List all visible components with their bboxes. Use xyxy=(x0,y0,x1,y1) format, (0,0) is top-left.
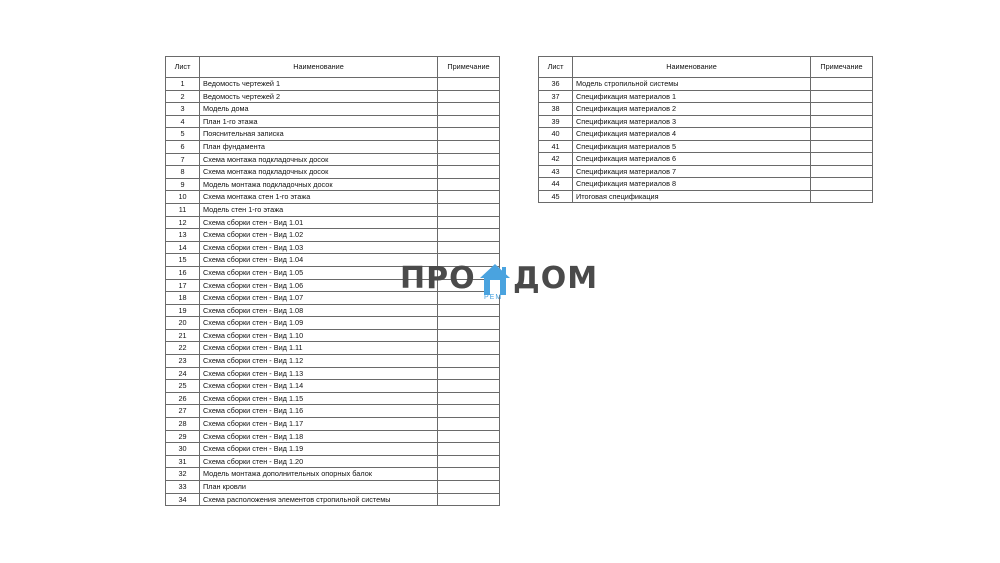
sheet-number-cell: 12 xyxy=(166,216,200,229)
sheet-note-cell xyxy=(438,229,500,242)
sheet-note-cell xyxy=(438,443,500,456)
sheet-name-cell: Модель монтажа дополнительных опорных балок xyxy=(200,468,438,481)
table-row xyxy=(166,317,500,330)
header-sheet: Лист xyxy=(166,57,200,78)
sheet-number-cell: 39 xyxy=(539,115,573,128)
sheet-number-cell: 21 xyxy=(166,329,200,342)
table-row xyxy=(539,115,873,128)
sheet-name-cell: Схема сборки стен - Вид 1.11 xyxy=(200,342,438,355)
header-sheet: Лист xyxy=(539,57,573,78)
sheet-name-cell: Итоговая спецификация xyxy=(573,190,811,203)
sheet-number-cell: 2 xyxy=(166,90,200,103)
sheet-name-cell: Спецификация материалов 5 xyxy=(573,140,811,153)
sheet-name-cell: Схема сборки стен - Вид 1.15 xyxy=(200,392,438,405)
table-row xyxy=(166,241,500,254)
sheet-note-cell xyxy=(438,493,500,506)
sheet-number-cell: 4 xyxy=(166,115,200,128)
sheet-note-cell xyxy=(811,190,873,203)
sheet-note-cell xyxy=(438,140,500,153)
sheet-number-cell: 17 xyxy=(166,279,200,292)
sheet-name-cell: Схема сборки стен - Вид 1.13 xyxy=(200,367,438,380)
sheet-number-cell: 18 xyxy=(166,292,200,305)
sheet-name-cell: План кровли xyxy=(200,481,438,494)
table-row xyxy=(166,178,500,191)
sheet-name-cell: Схема монтажа стен 1-го этажа xyxy=(200,191,438,204)
watermark-logo xyxy=(400,262,600,308)
sheet-name-cell: Схема сборки стен - Вид 1.12 xyxy=(200,355,438,368)
sheet-note-cell xyxy=(811,178,873,191)
sheet-note-cell xyxy=(438,178,500,191)
sheet-note-cell xyxy=(438,392,500,405)
sheet-number-cell: 16 xyxy=(166,266,200,279)
sheet-number-cell: 32 xyxy=(166,468,200,481)
sheet-name-cell: Схема сборки стен - Вид 1.09 xyxy=(200,317,438,330)
sheet-number-cell: 37 xyxy=(539,90,573,103)
sheet-name-cell: Схема сборки стен - Вид 1.06 xyxy=(200,279,438,292)
table-header-row xyxy=(539,57,873,78)
sheet-name-cell: Схема сборки стен - Вид 1.05 xyxy=(200,266,438,279)
sheet-number-cell: 25 xyxy=(166,380,200,393)
sheet-note-cell xyxy=(438,367,500,380)
sheet-note-cell xyxy=(811,153,873,166)
table-row xyxy=(539,90,873,103)
sheet-number-cell: 23 xyxy=(166,355,200,368)
sheet-name-cell: Спецификация материалов 3 xyxy=(573,115,811,128)
sheet-name-cell: Схема сборки стен - Вид 1.08 xyxy=(200,304,438,317)
table-row xyxy=(166,468,500,481)
sheet-name-cell: Схема сборки стен - Вид 1.18 xyxy=(200,430,438,443)
sheet-note-cell xyxy=(811,103,873,116)
table-row xyxy=(166,443,500,456)
drawing-list-table-right xyxy=(538,56,873,203)
sheet-number-cell: 26 xyxy=(166,392,200,405)
sheet-name-cell: Схема сборки стен - Вид 1.03 xyxy=(200,241,438,254)
sheet-note-cell xyxy=(438,418,500,431)
sheet-note-cell xyxy=(811,90,873,103)
table-row xyxy=(166,493,500,506)
sheet-name-cell: Схема сборки стен - Вид 1.07 xyxy=(200,292,438,305)
table-row xyxy=(166,103,500,116)
sheet-name-cell: Спецификация материалов 7 xyxy=(573,165,811,178)
sheet-number-cell: 38 xyxy=(539,103,573,116)
sheet-note-cell xyxy=(438,329,500,342)
logo-subtext: РЕМ xyxy=(484,294,503,301)
sheet-note-cell xyxy=(438,166,500,179)
sheet-note-cell xyxy=(438,455,500,468)
sheet-number-cell: 44 xyxy=(539,178,573,191)
sheet-name-cell: Схема сборки стен - Вид 1.02 xyxy=(200,229,438,242)
sheet-note-cell xyxy=(811,165,873,178)
sheet-number-cell: 24 xyxy=(166,367,200,380)
sheet-number-cell: 20 xyxy=(166,317,200,330)
sheet-number-cell: 28 xyxy=(166,418,200,431)
table-row xyxy=(539,190,873,203)
sheet-note-cell xyxy=(438,241,500,254)
table-row xyxy=(166,229,500,242)
sheet-number-cell: 3 xyxy=(166,103,200,116)
sheet-note-cell xyxy=(811,115,873,128)
sheet-note-cell xyxy=(438,103,500,116)
sheet-name-cell: Спецификация материалов 4 xyxy=(573,128,811,141)
table-row xyxy=(166,355,500,368)
table-body xyxy=(539,78,873,203)
sheet-note-cell xyxy=(438,342,500,355)
sheet-name-cell: Модель дома xyxy=(200,103,438,116)
table-row xyxy=(539,153,873,166)
sheet-note-cell xyxy=(438,115,500,128)
table-row xyxy=(166,90,500,103)
table-row xyxy=(166,166,500,179)
sheet-note-cell xyxy=(438,153,500,166)
table-row xyxy=(539,140,873,153)
sheet-number-cell: 11 xyxy=(166,203,200,216)
sheet-name-cell: Модель стропильной системы xyxy=(573,78,811,91)
sheet-number-cell: 34 xyxy=(166,493,200,506)
table-row xyxy=(166,78,500,91)
sheet-note-cell xyxy=(438,216,500,229)
sheet-note-cell xyxy=(438,481,500,494)
sheet-note-cell xyxy=(438,405,500,418)
sheet-number-cell: 1 xyxy=(166,78,200,91)
sheet-note-cell xyxy=(438,128,500,141)
table-row xyxy=(539,128,873,141)
sheet-note-cell xyxy=(438,317,500,330)
sheet-name-cell: Схема сборки стен - Вид 1.17 xyxy=(200,418,438,431)
sheet-number-cell: 36 xyxy=(539,78,573,91)
sheet-name-cell: Схема сборки стен - Вид 1.19 xyxy=(200,443,438,456)
table-row xyxy=(166,140,500,153)
table-row xyxy=(166,203,500,216)
logo-text-right: ДОМ xyxy=(513,261,599,296)
sheet-note-cell xyxy=(438,191,500,204)
table-row xyxy=(539,103,873,116)
sheet-name-cell: Спецификация материалов 8 xyxy=(573,178,811,191)
sheet-number-cell: 43 xyxy=(539,165,573,178)
sheet-number-cell: 13 xyxy=(166,229,200,242)
sheet-note-cell xyxy=(438,468,500,481)
sheet-name-cell: Схема сборки стен - Вид 1.04 xyxy=(200,254,438,267)
table-row xyxy=(539,78,873,91)
table-row xyxy=(166,380,500,393)
sheet-note-cell xyxy=(811,128,873,141)
header-name: Наименование xyxy=(573,57,811,78)
sheet-number-cell: 31 xyxy=(166,455,200,468)
sheet-note-cell xyxy=(811,78,873,91)
sheet-number-cell: 42 xyxy=(539,153,573,166)
sheet-number-cell: 30 xyxy=(166,443,200,456)
header-note: Примечание xyxy=(811,57,873,78)
sheet-note-cell xyxy=(438,430,500,443)
table-row xyxy=(166,216,500,229)
logo-text-left: ПРО xyxy=(400,261,476,296)
table-row xyxy=(166,367,500,380)
sheet-name-cell: Спецификация материалов 2 xyxy=(573,103,811,116)
sheet-name-cell: Спецификация материалов 6 xyxy=(573,153,811,166)
sheet-name-cell: Ведомость чертежей 2 xyxy=(200,90,438,103)
sheet-number-cell: 5 xyxy=(166,128,200,141)
sheet-number-cell: 15 xyxy=(166,254,200,267)
sheet-number-cell: 33 xyxy=(166,481,200,494)
sheet-number-cell: 27 xyxy=(166,405,200,418)
sheet-name-cell: План фундамента xyxy=(200,140,438,153)
sheet-note-cell xyxy=(438,203,500,216)
sheet-number-cell: 40 xyxy=(539,128,573,141)
sheet-number-cell: 7 xyxy=(166,153,200,166)
table-row xyxy=(166,153,500,166)
table-row xyxy=(166,191,500,204)
sheet-name-cell: Схема сборки стен - Вид 1.20 xyxy=(200,455,438,468)
sheet-name-cell: Схема сборки стен - Вид 1.14 xyxy=(200,380,438,393)
table-row xyxy=(166,405,500,418)
sheet-name-cell: План 1-го этажа xyxy=(200,115,438,128)
sheet-number-cell: 45 xyxy=(539,190,573,203)
sheet-name-cell: Ведомость чертежей 1 xyxy=(200,78,438,91)
table-row xyxy=(166,481,500,494)
sheet-name-cell: Схема монтажа подкладочных досок xyxy=(200,166,438,179)
sheet-note-cell xyxy=(438,90,500,103)
sheet-name-cell: Схема расположения элементов стропильной системы xyxy=(200,493,438,506)
sheet-note-cell xyxy=(438,355,500,368)
sheet-name-cell: Модель монтажа подкладочных досок xyxy=(200,178,438,191)
table-row xyxy=(166,115,500,128)
table-row xyxy=(166,128,500,141)
header-name: Наименование xyxy=(200,57,438,78)
sheet-number-cell: 22 xyxy=(166,342,200,355)
table-row xyxy=(166,329,500,342)
table-row xyxy=(166,430,500,443)
sheet-note-cell xyxy=(811,140,873,153)
sheet-note-cell xyxy=(438,78,500,91)
sheet-name-cell: Схема сборки стен - Вид 1.10 xyxy=(200,329,438,342)
sheet-number-cell: 41 xyxy=(539,140,573,153)
sheet-number-cell: 10 xyxy=(166,191,200,204)
sheet-number-cell: 9 xyxy=(166,178,200,191)
table-row xyxy=(166,418,500,431)
table-row xyxy=(166,455,500,468)
sheet-name-cell: Модель стен 1-го этажа xyxy=(200,203,438,216)
table-header-row xyxy=(166,57,500,78)
table-row xyxy=(166,342,500,355)
sheet-number-cell: 19 xyxy=(166,304,200,317)
sheet-name-cell: Схема монтажа подкладочных досок xyxy=(200,153,438,166)
sheet-name-cell: Спецификация материалов 1 xyxy=(573,90,811,103)
sheet-number-cell: 29 xyxy=(166,430,200,443)
sheet-number-cell: 6 xyxy=(166,140,200,153)
sheet-number-cell: 8 xyxy=(166,166,200,179)
sheet-name-cell: Схема сборки стен - Вид 1.01 xyxy=(200,216,438,229)
sheet-name-cell: Схема сборки стен - Вид 1.16 xyxy=(200,405,438,418)
sheet-name-cell: Пояснительная записка xyxy=(200,128,438,141)
sheet-note-cell xyxy=(438,380,500,393)
sheet-number-cell: 14 xyxy=(166,241,200,254)
header-note: Примечание xyxy=(438,57,500,78)
table-row xyxy=(539,165,873,178)
table-row xyxy=(166,392,500,405)
table-row xyxy=(539,178,873,191)
